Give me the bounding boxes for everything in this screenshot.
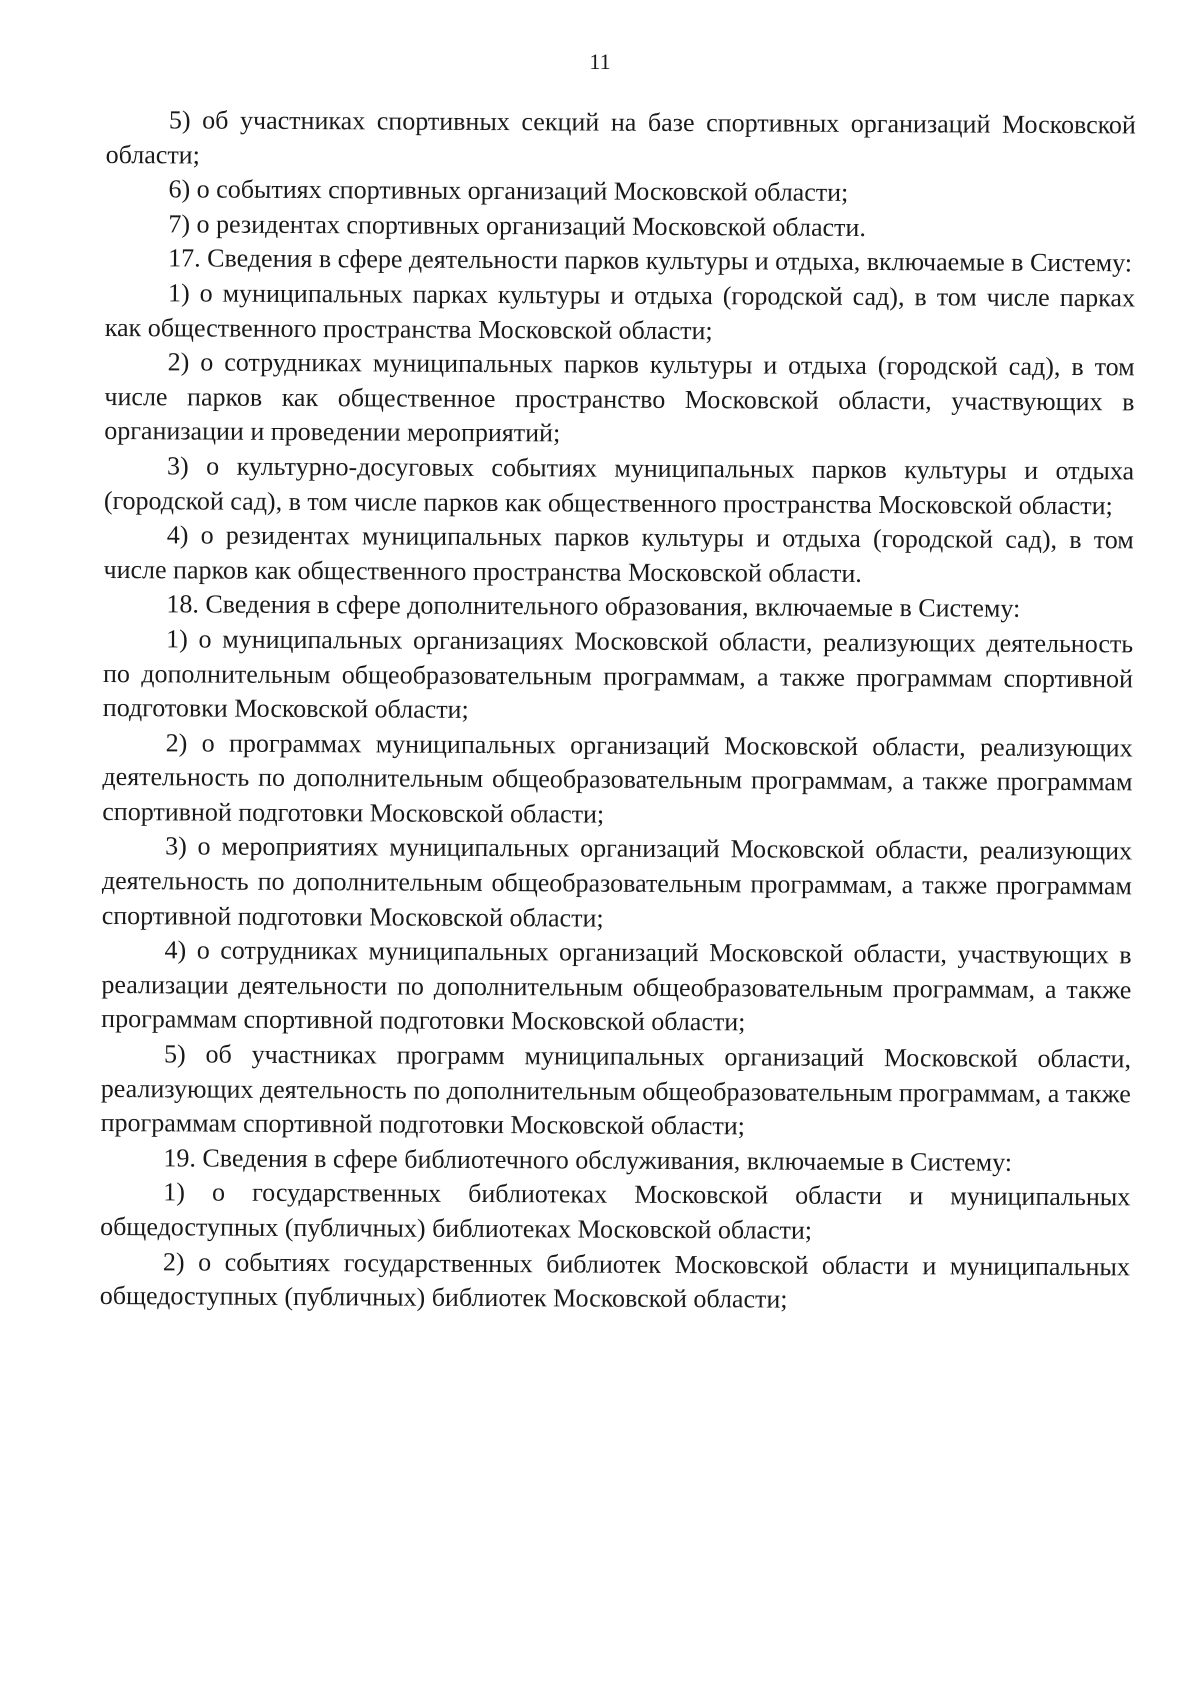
paragraph-19-item-2: 2) о событиях государственных библиотек Московской области и муниципальных общедоступных (публичных) библиотек Московской области; — [99, 1246, 1130, 1314]
paragraph-18-item-2: 2) о программах муниципальных организаций Московской области, реализующих деятельность по дополнительным общеобразовательным программам, а также программам спортивной подготовки Московской области; — [102, 728, 1133, 829]
paragraph-17-item-3: 3) о культурно-досуговых событиях муниципальных парков культуры и отдыха (городской сад), в том числе парков как общественного пространства Московской области; — [103, 451, 1135, 520]
document-body — [100, 103, 1136, 1319]
paragraph-18-item-3: 3) о мероприятиях муниципальных организаций Московской области, реализующих деятельность по дополнительным общеобразовательным программам, а также программам спортивной подготовки Московской области; — [101, 831, 1133, 933]
paragraph-section-17-heading: 17. Сведения в сфере деятельности парков культуры и отдыха, включаемые в Систему: — [168, 243, 1133, 278]
paragraph-17-item-2: 2) о сотрудниках муниципальных парков культуры и отдыха (городской сад), в том числе парков как общественное пространство Московской области, участвующих в организации и проведении мероприятий; — [104, 347, 1135, 448]
paragraph-section-19-heading: 19. Сведения в сфере библиотечного обслуживания, включаемые в Систему: — [163, 1143, 1013, 1177]
paragraph-18-item-5: 5) об участниках программ муниципальных организаций Московской области, реализующих деятельность по дополнительным общеобразовательным программам, а также программам спортивной подготовки Московской области; — [100, 1039, 1132, 1141]
page-number: 11 — [589, 49, 611, 74]
paragraph-18-item-4: 4) о сотрудниках муниципальных организаций Московской области, участвующих в реализации деятельности по дополнительным общеобразовательным программам, а также программам спортивной подготовки Московской области; — [101, 935, 1132, 1037]
paragraph-item-5-sport-participants: 5) об участниках спортивных секций на базе спортивных организаций Московской области; — [105, 105, 1136, 170]
paragraph-18-item-1: 1) о муниципальных организациях Московской области, реализующих деятельность по дополнительным общеобразовательным программам, а также программам спортивной подготовки Московской области; — [102, 624, 1134, 725]
paragraph-item-6-sport-events: 6) о событиях спортивных организаций Московской области; — [168, 174, 849, 208]
paragraph-item-7-sport-residents: 7) о резидентах спортивных организаций Московской области. — [168, 209, 866, 242]
paragraph-17-item-1: 1) о муниципальных парках культуры и отдыха (городской сад), в том числе парках как общественного пространства Московской области; — [104, 278, 1136, 345]
paragraph-section-18-heading: 18. Сведения в сфере дополнительного образования, включаемые в Систему: — [166, 589, 1021, 624]
paragraph-17-item-4: 4) о резидентах муниципальных парков культуры и отдыха (городской сад), в том числе парков как общественного пространства Московской области. — [103, 520, 1134, 588]
paragraph-19-item-1: 1) о государственных библиотеках Московской области и муниципальных общедоступных (публичных) библиотеках Московской области; — [100, 1177, 1131, 1245]
